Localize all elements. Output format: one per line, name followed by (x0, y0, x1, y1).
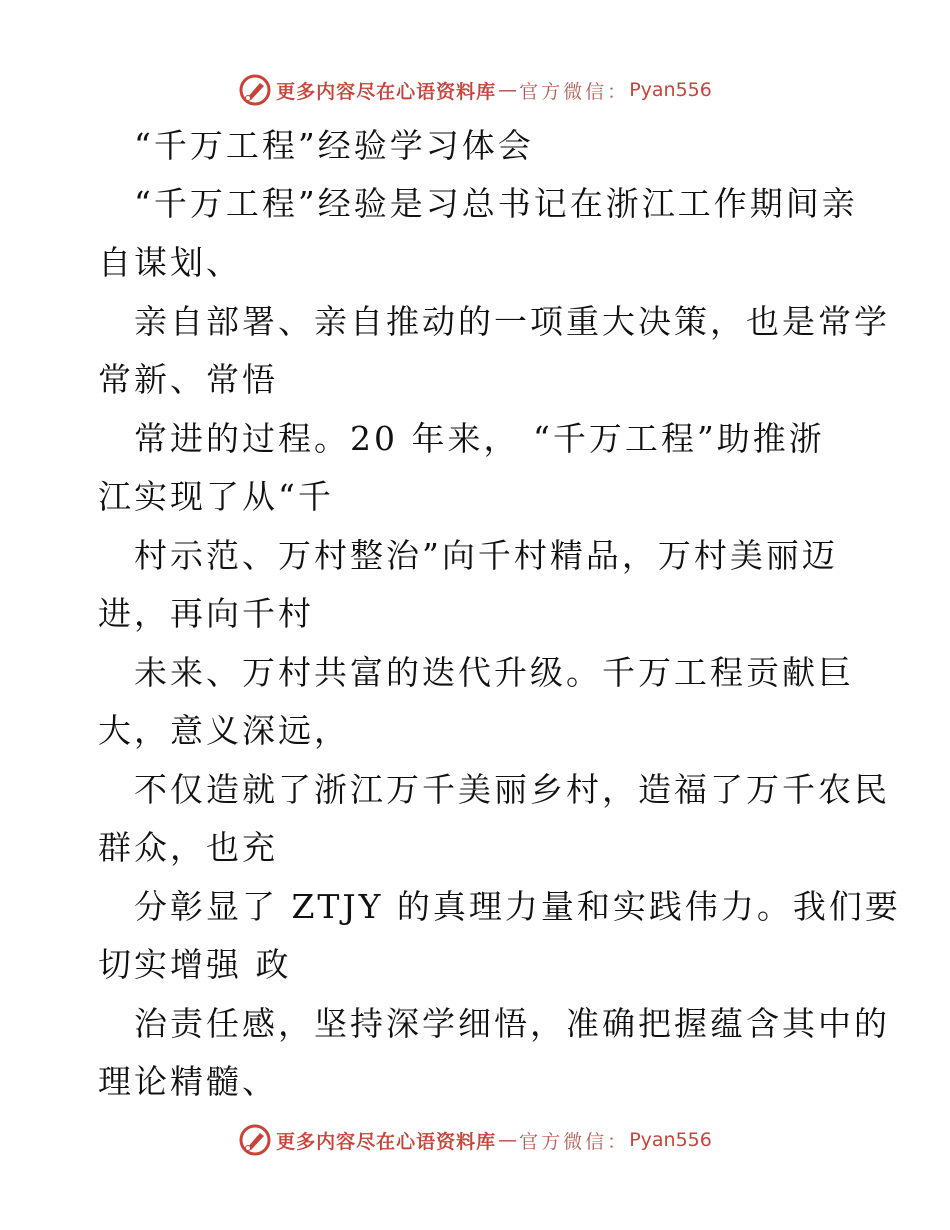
body-line: 理论精髓、 (98, 1062, 278, 1101)
watermark-wechat-id: Pyan556 (629, 1129, 712, 1151)
body-line: 常进的过程。20 年来， “千万工程”助推浙 (134, 419, 825, 458)
pen-logo-icon (238, 73, 272, 107)
body-line: “千万工程”经验是习总书记在浙江工作期间亲 (134, 184, 858, 223)
body-line: 江实现了从“千 (98, 477, 334, 516)
body-line: 切实增强 政 (98, 945, 292, 984)
watermark-dash: — (498, 79, 518, 101)
watermark-dash: — (498, 1129, 518, 1151)
document-title: “千万工程”经验学习体会 (134, 126, 534, 165)
watermark-footer (0, 1120, 950, 1160)
watermark-site-text: 更多内容尽在心语资料库 (276, 1130, 497, 1153)
body-line: 进，再向千村 (98, 594, 314, 633)
body-line: 未来、万村共富的迭代升级。千万工程贡献巨 (134, 653, 854, 692)
body-line: 村示范、万村整治”向千村精品，万村美丽迈 (134, 536, 838, 575)
watermark-header (0, 70, 950, 110)
body-line: 不仅造就了浙江万千美丽乡村，造福了万千农民 (134, 770, 890, 809)
body-line: 常新、常悟 (98, 360, 278, 399)
body-line: 自谋划、 (98, 243, 242, 282)
watermark-site-text: 更多内容尽在心语资料库 (276, 80, 497, 103)
pen-logo-icon (238, 1123, 272, 1157)
body-line: 亲自部署、亲自推动的一项重大决策，也是常学 (134, 302, 890, 341)
watermark-official-label: 官方微信： (519, 80, 630, 103)
body-line: 分彰显了 ZTJY 的真理力量和实践伟力。我们要 (134, 887, 901, 926)
body-line: 治责任感，坚持深学细悟，准确把握蕴含其中的 (134, 1004, 890, 1043)
body-line: 大，意义深远， (98, 711, 350, 750)
watermark-wechat-id: Pyan556 (629, 79, 712, 101)
watermark-official-label: 官方微信： (519, 1130, 630, 1153)
body-line: 群众，也充 (98, 828, 278, 867)
